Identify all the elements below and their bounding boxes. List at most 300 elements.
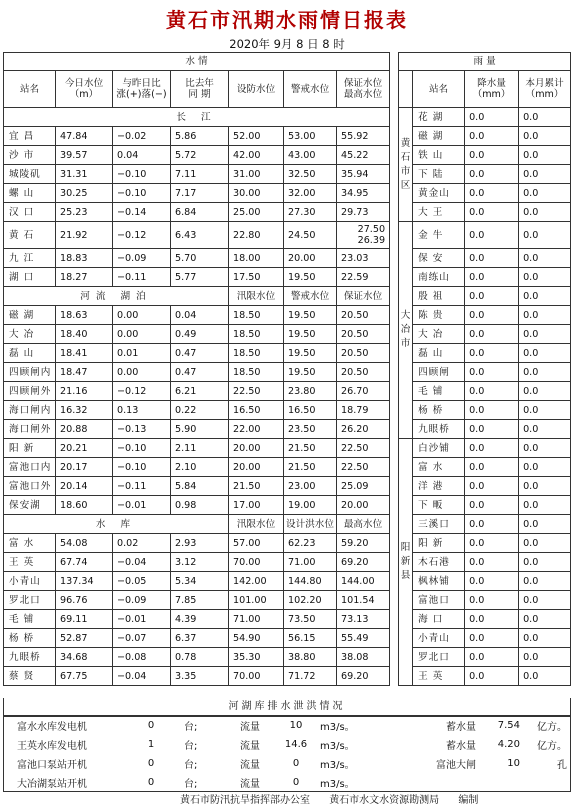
sub-col-header: 设计洪水位 [284, 515, 337, 534]
extra-unit [520, 773, 571, 792]
warning-level: 21.50 [284, 458, 337, 477]
table-divider [390, 667, 399, 686]
rain-monthly: 0.0 [519, 222, 571, 249]
warning-level: 19.50 [284, 306, 337, 325]
station-name: 杨 桥 [4, 629, 56, 648]
change-vs-yesterday: −0.10 [113, 439, 171, 458]
change-vs-yesterday: 0.02 [113, 534, 171, 553]
change-vs-yesterday: −0.09 [113, 249, 171, 268]
vs-last-year: 0.98 [171, 496, 229, 515]
guarantee-level: 55.49 [337, 629, 390, 648]
guarantee-level: 20.50 [337, 306, 390, 325]
station-name: 蔡 贤 [4, 667, 56, 686]
rain-precip: 0.0 [465, 382, 519, 401]
vs-last-year: 7.85 [171, 591, 229, 610]
vs-last-year: 2.11 [171, 439, 229, 458]
water-header: 水 情 [4, 53, 390, 71]
table-divider [390, 629, 399, 648]
rain-station: 小青山 [413, 629, 465, 648]
guarantee-level: 69.20 [337, 553, 390, 572]
water-col-header: 警戒水位 [284, 71, 337, 108]
table-divider [390, 553, 399, 572]
rain-station: 南练山 [413, 268, 465, 287]
rain-precip: 0.0 [465, 572, 519, 591]
water-col-header: 与昨日比 涨(+)落(−) [113, 71, 171, 108]
rain-precip: 0.0 [465, 268, 519, 287]
rain-monthly: 0.0 [519, 648, 571, 667]
flow-value: 0 [292, 758, 300, 769]
today-level: 18.40 [56, 325, 113, 344]
today-level: 39.57 [56, 146, 113, 165]
warning-level: 43.00 [284, 146, 337, 165]
change-vs-yesterday: −0.10 [113, 184, 171, 203]
rain-station: 阳 新 [413, 534, 465, 553]
extra-value: 4.20 [497, 739, 520, 750]
warning-level: 71.00 [284, 553, 337, 572]
vs-last-year: 6.43 [171, 222, 229, 249]
warning-level: 56.15 [284, 629, 337, 648]
warning-level: 32.00 [284, 184, 337, 203]
rain-precip: 0.0 [465, 458, 519, 477]
today-level: 137.34 [56, 572, 113, 591]
guarantee-level: 144.00 [337, 572, 390, 591]
rain-precip: 0.0 [465, 344, 519, 363]
water-rain-table [3, 52, 571, 686]
vs-last-year: 0.78 [171, 648, 229, 667]
rain-monthly: 0.0 [519, 439, 571, 458]
guarantee-level: 26.70 [337, 382, 390, 401]
guarantee-level: 20.50 [337, 325, 390, 344]
warning-level: 27.30 [284, 203, 337, 222]
table-divider [390, 268, 399, 287]
table-divider [390, 363, 399, 382]
change-vs-yesterday: −0.12 [113, 222, 171, 249]
station-name: 富池口内 [4, 458, 56, 477]
rain-precip: 0.0 [465, 287, 519, 306]
rain-precip: 0.0 [465, 629, 519, 648]
rain-station: 铁 山 [413, 146, 465, 165]
station-name: 海口闸外 [4, 420, 56, 439]
guarantee-level: 18.79 [337, 401, 390, 420]
rain-precip: 0.0 [465, 325, 519, 344]
flow-label: 流量 [240, 779, 260, 790]
rain-precip: 0.0 [465, 108, 519, 127]
warning-level: 38.80 [284, 648, 337, 667]
extra-label: 蓄水量 [446, 741, 476, 752]
rain-precip: 0.0 [465, 363, 519, 382]
vs-last-year: 0.04 [171, 306, 229, 325]
rain-monthly: 0.0 [519, 534, 571, 553]
rain-monthly: 0.0 [519, 203, 571, 222]
flood-count: 1 [147, 739, 155, 750]
change-vs-yesterday: −0.12 [113, 382, 171, 401]
today-level: 47.84 [56, 127, 113, 146]
table-divider [390, 249, 399, 268]
rain-group-label: 黄石市区 [400, 137, 411, 191]
station-name: 四顾闸外 [4, 382, 56, 401]
table-divider [390, 222, 399, 249]
setup-level: 18.50 [229, 363, 284, 382]
table-divider [390, 439, 399, 458]
guarantee-level: 22.59 [337, 268, 390, 287]
change-vs-yesterday: 0.04 [113, 146, 171, 165]
station-name: 保安湖 [4, 496, 56, 515]
change-vs-yesterday: −0.14 [113, 203, 171, 222]
setup-level: 17.00 [229, 496, 284, 515]
guarantee-level: 73.13 [337, 610, 390, 629]
rain-col-header: 降水量 （mm） [465, 71, 519, 108]
vs-last-year: 5.70 [171, 249, 229, 268]
footer-compiled: 编制 [458, 795, 479, 806]
guarantee-level: 20.50 [337, 344, 390, 363]
rain-monthly: 0.0 [519, 325, 571, 344]
table-divider [390, 648, 399, 667]
today-level: 20.14 [56, 477, 113, 496]
change-vs-yesterday: −0.10 [113, 458, 171, 477]
water-col-header: 设防水位 [229, 71, 284, 108]
change-vs-yesterday: −0.01 [113, 610, 171, 629]
guarantee-level: 45.22 [337, 146, 390, 165]
today-level: 52.87 [56, 629, 113, 648]
flow-value: 14.6 [284, 739, 308, 750]
setup-level: 22.80 [229, 222, 284, 249]
extra-unit: 孔 [557, 760, 567, 771]
rain-col-header: 本月累计 （mm） [519, 71, 571, 108]
setup-level: 30.00 [229, 184, 284, 203]
rain-precip: 0.0 [465, 477, 519, 496]
report-date: 2020年 9月 8 日 8 时 [229, 37, 345, 51]
table-divider [390, 572, 399, 591]
warning-level: 144.80 [284, 572, 337, 591]
rain-station: 杨 桥 [413, 401, 465, 420]
guarantee-level: 20.50 [337, 363, 390, 382]
setup-level: 142.00 [229, 572, 284, 591]
vs-last-year: 2.93 [171, 534, 229, 553]
change-vs-yesterday: 0.00 [113, 363, 171, 382]
guarantee-level: 20.00 [337, 496, 390, 515]
sub-col-header: 警戒水位 [284, 287, 337, 306]
setup-level: 71.00 [229, 610, 284, 629]
rain-station: 海 口 [413, 610, 465, 629]
vs-last-year: 7.17 [171, 184, 229, 203]
flow-label: 流量 [240, 760, 260, 771]
vs-last-year: 6.21 [171, 382, 229, 401]
footer-office: 黄石市防汛抗旱指挥部办公室 [180, 795, 310, 806]
today-level: 18.60 [56, 496, 113, 515]
setup-level: 20.00 [229, 439, 284, 458]
rain-precip: 0.0 [465, 439, 519, 458]
station-name: 王 英 [4, 553, 56, 572]
station-name: 富 水 [4, 534, 56, 553]
sub-col-header: 最高水位 [337, 515, 390, 534]
rain-station: 大 冶 [413, 325, 465, 344]
rain-precip: 0.0 [465, 203, 519, 222]
rain-station: 金 牛 [413, 222, 465, 249]
setup-level: 18.00 [229, 249, 284, 268]
rain-monthly: 0.0 [519, 306, 571, 325]
flood-name: 王英水库发电机 [17, 741, 87, 752]
rain-monthly: 0.0 [519, 287, 571, 306]
today-level: 31.31 [56, 165, 113, 184]
change-vs-yesterday: −0.08 [113, 648, 171, 667]
rain-station: 大 王 [413, 203, 465, 222]
rain-precip: 0.0 [465, 146, 519, 165]
rain-precip: 0.0 [465, 610, 519, 629]
rain-precip: 0.0 [465, 591, 519, 610]
flood-name: 富池口泵站开机 [17, 760, 87, 771]
setup-level: 22.00 [229, 420, 284, 439]
vs-last-year: 0.22 [171, 401, 229, 420]
rain-monthly: 0.0 [519, 363, 571, 382]
today-level: 96.76 [56, 591, 113, 610]
sub-col-header: 汛限水位 [229, 515, 284, 534]
station-name: 富池口外 [4, 477, 56, 496]
rain-station: 磁 湖 [413, 127, 465, 146]
rain-station: 富池口 [413, 591, 465, 610]
table-divider [390, 382, 399, 401]
table-divider [390, 420, 399, 439]
setup-level: 35.30 [229, 648, 284, 667]
warning-level: 102.20 [284, 591, 337, 610]
station-name: 磁 湖 [4, 306, 56, 325]
rain-station: 三溪口 [413, 515, 465, 534]
sub-col-header: 汛限水位 [229, 287, 284, 306]
flow-value: 10 [289, 720, 303, 731]
change-vs-yesterday: −0.09 [113, 591, 171, 610]
setup-level: 22.50 [229, 382, 284, 401]
vs-last-year: 5.34 [171, 572, 229, 591]
setup-level: 18.50 [229, 344, 284, 363]
vs-last-year: 5.86 [171, 127, 229, 146]
rain-group-label: 大冶市 [400, 310, 411, 349]
extra-value: 10 [507, 758, 520, 769]
change-vs-yesterday: −0.02 [113, 127, 171, 146]
station-name: 湖 口 [4, 268, 56, 287]
setup-level: 25.00 [229, 203, 284, 222]
guarantee-level: 26.20 [337, 420, 390, 439]
rain-station: 花 湖 [413, 108, 465, 127]
table-divider [390, 127, 399, 146]
warning-level: 19.00 [284, 496, 337, 515]
setup-level: 52.00 [229, 127, 284, 146]
today-level: 18.63 [56, 306, 113, 325]
table-divider [390, 108, 399, 127]
station-name: 黄 石 [4, 222, 56, 249]
table-divider [390, 401, 399, 420]
guarantee-level: 59.20 [337, 534, 390, 553]
guarantee-level: 27.50 26.39 [337, 222, 390, 249]
table-divider [390, 458, 399, 477]
flow-unit: m3/s。 [320, 779, 355, 790]
station-name: 四顾闸内 [4, 363, 56, 382]
rain-monthly: 0.0 [519, 591, 571, 610]
rain-precip: 0.0 [465, 222, 519, 249]
today-level: 16.32 [56, 401, 113, 420]
guarantee-level: 25.09 [337, 477, 390, 496]
rain-precip: 0.0 [465, 648, 519, 667]
setup-level: 70.00 [229, 667, 284, 686]
today-level: 21.92 [56, 222, 113, 249]
table-divider [390, 591, 399, 610]
table-divider [390, 477, 399, 496]
change-vs-yesterday: −0.04 [113, 667, 171, 686]
rain-precip: 0.0 [465, 165, 519, 184]
warning-level: 19.50 [284, 325, 337, 344]
warning-level: 24.50 [284, 222, 337, 249]
rain-precip: 0.0 [465, 534, 519, 553]
rain-monthly: 0.0 [519, 108, 571, 127]
rain-col-header: 站名 [413, 71, 465, 108]
report-footer [180, 791, 494, 806]
setup-level: 17.50 [229, 268, 284, 287]
vs-last-year: 2.10 [171, 458, 229, 477]
flow-unit: m3/s。 [320, 760, 355, 771]
rain-station: 磊 山 [413, 344, 465, 363]
flow-label: 流量 [240, 741, 260, 752]
rain-group-yangxin [399, 439, 413, 686]
rain-monthly: 0.0 [519, 572, 571, 591]
vs-last-year: 7.11 [171, 165, 229, 184]
station-name: 大 冶 [4, 325, 56, 344]
rain-precip: 0.0 [465, 420, 519, 439]
warning-level: 71.72 [284, 667, 337, 686]
guarantee-level: 55.92 [337, 127, 390, 146]
rain-station: 富 水 [413, 458, 465, 477]
water-col-header: 比去年 同 期 [171, 71, 229, 108]
rain-header: 雨 量 [399, 53, 571, 71]
flood-name: 富水水库发电机 [17, 722, 87, 733]
rain-precip: 0.0 [465, 553, 519, 572]
rain-monthly: 0.0 [519, 420, 571, 439]
rain-monthly: 0.0 [519, 268, 571, 287]
sub-col-header: 保证水位 [337, 287, 390, 306]
vs-last-year: 5.84 [171, 477, 229, 496]
rain-monthly: 0.0 [519, 667, 571, 686]
rain-precip: 0.0 [465, 184, 519, 203]
table-divider [390, 184, 399, 203]
vs-last-year: 3.12 [171, 553, 229, 572]
station-name: 沙 市 [4, 146, 56, 165]
water-col-header: 今日水位 （m） [56, 71, 113, 108]
change-vs-yesterday: −0.05 [113, 572, 171, 591]
today-level: 34.68 [56, 648, 113, 667]
table-divider [390, 344, 399, 363]
table-divider [390, 325, 399, 344]
warning-level: 62.23 [284, 534, 337, 553]
table-divider [390, 53, 399, 71]
rain-station: 陈 贵 [413, 306, 465, 325]
station-name: 九眼桥 [4, 648, 56, 667]
change-vs-yesterday: 0.00 [113, 325, 171, 344]
rain-station: 殷 祖 [413, 287, 465, 306]
rain-monthly: 0.0 [519, 146, 571, 165]
report-title: 黄石市汛期水雨情日报表 [166, 8, 408, 32]
rain-monthly: 0.0 [519, 515, 571, 534]
change-vs-yesterday: 0.01 [113, 344, 171, 363]
extra-unit: 亿方。 [537, 722, 567, 733]
setup-level: 54.90 [229, 629, 284, 648]
station-name: 阳 新 [4, 439, 56, 458]
rain-precip: 0.0 [465, 496, 519, 515]
rain-monthly: 0.0 [519, 401, 571, 420]
rain-group-header [399, 71, 413, 108]
rain-precip: 0.0 [465, 127, 519, 146]
station-name: 小青山 [4, 572, 56, 591]
table-divider [390, 287, 399, 306]
extra-value: 7.54 [497, 720, 520, 731]
warning-level: 23.80 [284, 382, 337, 401]
warning-level: 19.50 [284, 268, 337, 287]
rain-precip: 0.0 [465, 401, 519, 420]
vs-last-year: 0.49 [171, 325, 229, 344]
rain-station: 枫林铺 [413, 572, 465, 591]
today-level: 25.23 [56, 203, 113, 222]
today-level: 18.27 [56, 268, 113, 287]
warning-level: 16.50 [284, 401, 337, 420]
today-level: 20.88 [56, 420, 113, 439]
today-level: 67.75 [56, 667, 113, 686]
setup-level: 31.00 [229, 165, 284, 184]
setup-level: 70.00 [229, 553, 284, 572]
change-vs-yesterday: −0.10 [113, 165, 171, 184]
rain-group-urban [399, 108, 413, 222]
station-name: 毛 铺 [4, 610, 56, 629]
water-col-header: 保证水位 最高水位 [337, 71, 390, 108]
rain-monthly: 0.0 [519, 127, 571, 146]
rain-station: 四顾闸 [413, 363, 465, 382]
warning-level: 21.50 [284, 439, 337, 458]
rain-monthly: 0.0 [519, 184, 571, 203]
rain-station: 白沙铺 [413, 439, 465, 458]
flood-discharge-header: 河湖库排水泄洪情况 [3, 698, 571, 716]
station-name: 罗北口 [4, 591, 56, 610]
station-name: 九 江 [4, 249, 56, 268]
flood-unit: 台; [184, 722, 198, 733]
guarantee-level: 34.95 [337, 184, 390, 203]
flood-name: 大冶湖泵站开机 [17, 779, 87, 790]
setup-level: 18.50 [229, 306, 284, 325]
rain-monthly: 0.0 [519, 458, 571, 477]
warning-level: 53.00 [284, 127, 337, 146]
lake-section-header: 河流 湖泊 [4, 287, 229, 306]
extra-unit: 亿方。 [537, 741, 567, 752]
guarantee-level: 23.03 [337, 249, 390, 268]
setup-level: 16.50 [229, 401, 284, 420]
rain-station: 九眼桥 [413, 420, 465, 439]
today-level: 69.11 [56, 610, 113, 629]
setup-level: 57.00 [229, 534, 284, 553]
today-level: 21.16 [56, 382, 113, 401]
flow-value: 0 [292, 777, 300, 788]
vs-last-year: 0.47 [171, 344, 229, 363]
rain-monthly: 0.0 [519, 249, 571, 268]
warning-level: 23.50 [284, 420, 337, 439]
station-name: 城陵矶 [4, 165, 56, 184]
rain-station: 保 安 [413, 249, 465, 268]
change-vs-yesterday: −0.04 [113, 553, 171, 572]
rain-station: 木石港 [413, 553, 465, 572]
change-vs-yesterday: −0.07 [113, 629, 171, 648]
today-level: 30.25 [56, 184, 113, 203]
station-name: 磊 山 [4, 344, 56, 363]
reservoir-section-header: 水 库 [4, 515, 229, 534]
vs-last-year: 5.72 [171, 146, 229, 165]
change-vs-yesterday: 0.00 [113, 306, 171, 325]
vs-last-year: 4.39 [171, 610, 229, 629]
water-col-header: 站名 [4, 71, 56, 108]
flood-count: 0 [147, 777, 155, 788]
guarantee-level: 38.08 [337, 648, 390, 667]
